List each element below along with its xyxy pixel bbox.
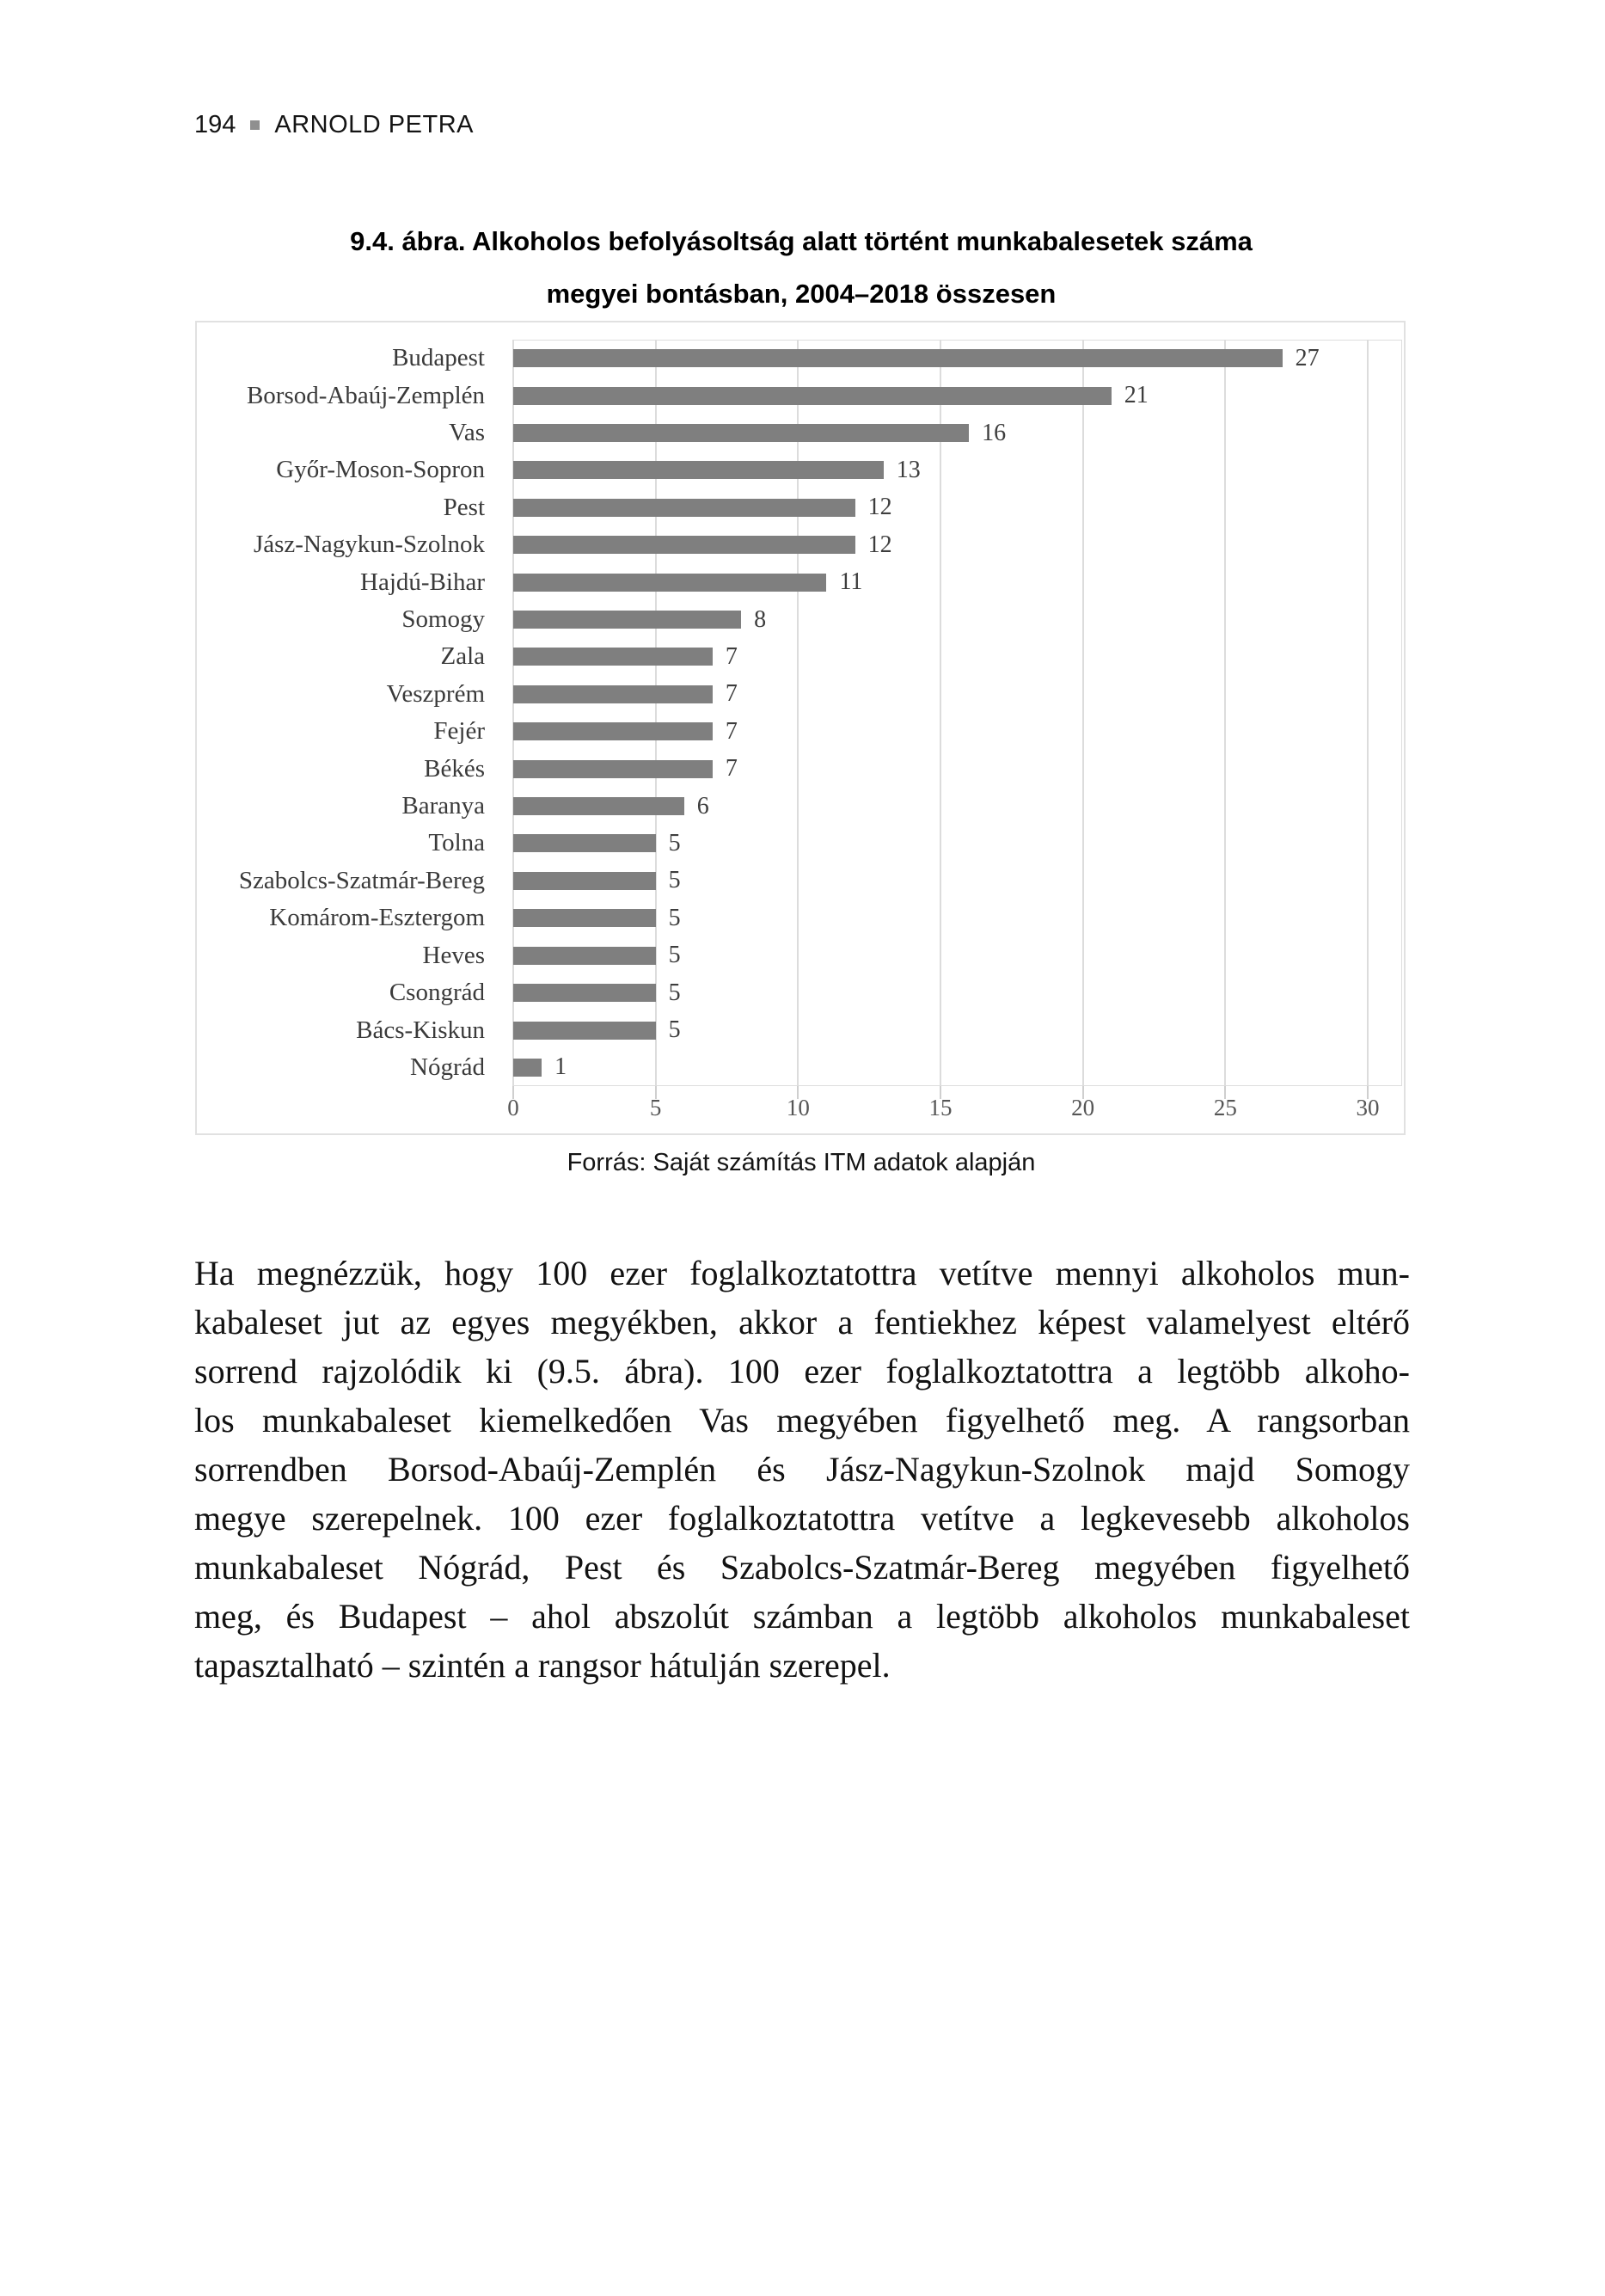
value-label: 13 (896, 456, 921, 483)
category-label: Bács-Kiskun (356, 1016, 485, 1044)
chart-row (197, 863, 1399, 899)
category-label: Budapest (392, 344, 485, 372)
bar-track (513, 863, 1368, 899)
x-tick-label: 5 (649, 1095, 662, 1120)
body-line: Ha megnézzük, hogy 100 ezer foglalkoztatottra vetítve mennyi alkoholos mun- (194, 1254, 1410, 1292)
value-label: 5 (668, 1016, 681, 1044)
value-label: 5 (668, 904, 681, 931)
bar-track (513, 563, 1368, 600)
value-label: 12 (867, 531, 892, 558)
category-label: Békés (424, 754, 485, 783)
chart-row (197, 899, 1399, 936)
category-label: Baranya (401, 792, 485, 820)
value-label: 5 (668, 979, 681, 1006)
x-tick-label: 10 (786, 1095, 810, 1120)
page-number: 194 (194, 110, 236, 138)
bar-track (513, 937, 1368, 974)
bar-track (513, 788, 1368, 825)
chart-row (197, 377, 1399, 414)
value-label: 7 (725, 755, 738, 783)
figure-title-line-2: megyei bontásban, 2004–2018 összesen (546, 279, 1057, 309)
bar-track (513, 1011, 1368, 1048)
chart-row (197, 825, 1399, 862)
bar (513, 797, 684, 815)
bar-chart-figure (195, 321, 1406, 1135)
bar-track (513, 825, 1368, 862)
category-label: Győr-Moson-Sopron (276, 456, 485, 484)
value-label: 7 (725, 680, 738, 708)
source-caption: Forrás: Saját számítás ITM adatok alapján (567, 1149, 1036, 1176)
chart-row (197, 526, 1399, 563)
chart-rows (197, 340, 1399, 1086)
body-line: kabaleset jut az egyes megyékben, akkor a fentiekhez képest valamelyest eltérő (194, 1303, 1410, 1341)
bar (513, 1022, 656, 1040)
category-label: Veszprém (386, 679, 485, 708)
bar (513, 685, 713, 703)
value-label: 5 (668, 867, 681, 894)
value-label: 7 (725, 642, 738, 670)
bar-track (513, 676, 1368, 713)
author-name: ARNOLD PETRA (274, 110, 474, 138)
bar-track (513, 489, 1368, 526)
category-label: Somogy (401, 605, 485, 634)
category-label: Csongrád (389, 979, 485, 1007)
category-label: Fejér (433, 717, 485, 746)
bar-track (513, 340, 1368, 377)
bar (513, 499, 855, 517)
bar (513, 349, 1283, 367)
bar (513, 834, 656, 852)
bar-track (513, 750, 1368, 787)
body-line: munkabaleset Nógrád, Pest és Szabolcs-Szatmár-Bereg megyében figyelhető (194, 1548, 1410, 1587)
value-label: 12 (867, 494, 892, 521)
bar (513, 536, 855, 554)
value-label: 5 (668, 829, 681, 856)
figure-title (194, 215, 1408, 320)
bar (513, 984, 656, 1002)
value-label: 7 (725, 717, 738, 745)
bar (513, 909, 656, 927)
bar (513, 611, 741, 629)
category-label: Hajdú-Bihar (360, 568, 485, 596)
value-label: 8 (754, 605, 767, 633)
category-label: Tolna (428, 829, 485, 857)
bar-track (513, 638, 1368, 675)
value-label: 27 (1295, 344, 1320, 371)
chart-row (197, 974, 1399, 1011)
value-label: 5 (668, 942, 681, 969)
bar-track (513, 414, 1368, 451)
value-label: 1 (554, 1053, 567, 1081)
x-tick-label: 30 (1356, 1095, 1380, 1120)
chart-row (197, 414, 1399, 451)
chart-row (197, 1011, 1399, 1048)
bar (513, 1059, 542, 1077)
body-line: sorrend rajzolódik ki (9.5. ábra). 100 ezer foglalkoztatottra a legtöbb alkoho- (194, 1352, 1410, 1390)
bar (513, 872, 656, 890)
chart-row (197, 676, 1399, 713)
category-label: Jász-Nagykun-Szolnok (253, 531, 485, 559)
category-label: Komárom-Esztergom (269, 904, 485, 932)
category-label: Szabolcs-Szatmár-Bereg (238, 866, 485, 894)
chart-row (197, 563, 1399, 600)
square-bullet-icon (250, 120, 260, 130)
chart-row (197, 340, 1399, 377)
chart-row (197, 489, 1399, 526)
category-label: Heves (422, 941, 485, 969)
bar (513, 648, 713, 666)
bar-track (513, 1049, 1368, 1086)
bar-track (513, 974, 1368, 1011)
bar (513, 387, 1112, 405)
body-line: tapasztalható – szintén a rangsor hátulján szerepel. (194, 1646, 891, 1685)
x-tick-label: 0 (507, 1095, 519, 1120)
figure-title-line-1: 9.4. ábra. Alkoholos befolyásoltság alatt történt munkabalesetek száma (350, 226, 1253, 256)
value-label: 11 (839, 568, 863, 596)
bar (513, 574, 826, 592)
body-line: meg, és Budapest – ahol abszolút számban a legtöbb alkoholos munkabaleset (194, 1597, 1410, 1636)
bar (513, 461, 884, 479)
body-paragraph (194, 1249, 1410, 1690)
body-line: sorrendben Borsod-Abaúj-Zemplén és Jász-Nagykun-Szolnok majd Somogy (194, 1450, 1410, 1489)
value-label: 16 (982, 419, 1007, 446)
body-line: los munkabaleset kiemelkedően Vas megyében figyelhető meg. A rangsorban (194, 1401, 1410, 1440)
chart-row (197, 1049, 1399, 1086)
bar-track (513, 377, 1368, 414)
chart-row (197, 451, 1399, 488)
value-label: 21 (1124, 382, 1149, 409)
chart-row (197, 937, 1399, 974)
category-label: Borsod-Abaúj-Zemplén (246, 381, 485, 409)
body-line: megye szerepelnek. 100 ezer foglalkoztatottra vetítve a legkevesebb alkoholos (194, 1499, 1410, 1538)
bar-track (513, 713, 1368, 750)
x-tick-label: 25 (1213, 1095, 1237, 1120)
category-label: Zala (440, 642, 485, 671)
bar (513, 760, 713, 778)
x-axis (507, 1095, 1380, 1127)
chart-row (197, 788, 1399, 825)
chart-row (197, 638, 1399, 675)
value-label: 6 (696, 792, 709, 820)
bar-track (513, 601, 1368, 638)
chart-row (197, 713, 1399, 750)
bar-track (513, 451, 1368, 488)
bar-track (513, 526, 1368, 563)
bar-track (513, 899, 1368, 936)
bar (513, 947, 656, 965)
chart-row (197, 601, 1399, 638)
category-label: Pest (443, 493, 485, 521)
x-tick-label: 15 (928, 1095, 953, 1120)
chart-row (197, 750, 1399, 787)
bar (513, 424, 969, 442)
category-label: Vas (449, 419, 485, 447)
bar (513, 722, 713, 740)
x-tick-label: 20 (1071, 1095, 1095, 1120)
category-label: Nógrád (410, 1053, 485, 1081)
running-header (194, 110, 474, 139)
